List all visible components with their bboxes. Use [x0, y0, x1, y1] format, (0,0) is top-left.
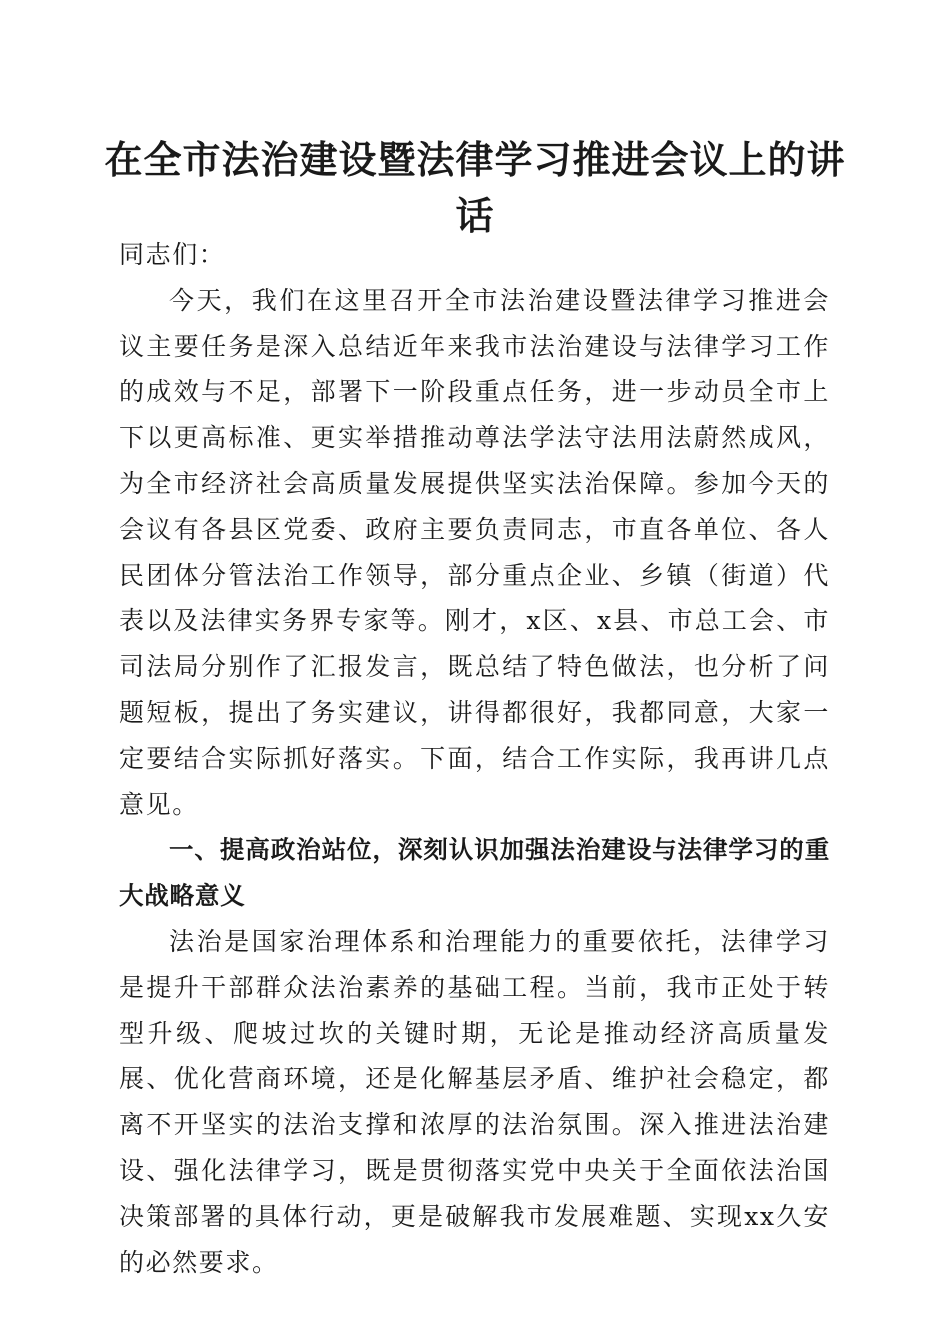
opening-paragraph: 今天，我们在这里召开全市法治建设暨法律学习推进会议主要任务是深入总结近年来我市法治建设与法律学习工作的成效与不足，部署下一阶段重点任务，进一步动员全市上下以更高标准、更实举措推动尊法学法守法用法蔚然成风，为全市经济社会高质量发展提供坚实法治保障。参加今天的会议有各县区党委、政府主要负责同志，市直各单位、各人民团体分管法治工作领导，部分重点企业、乡镇（街道）代表以及法律实务界专家等。刚才，x区、x县、市总工会、市司法局分别作了汇报发言，既总结了特色做法，也分析了问题短板，提出了务实建议，讲得都很好，我都同意，大家一定要结合实际抓好落实。下面，结合工作实际，我再讲几点意见。 [119, 285, 830, 819]
document-body [119, 232, 830, 1285]
section-paragraph: 法治是国家治理体系和治理能力的重要依托，法律学习是提升干部群众法治素养的基础工程。当前，我市正处于转型升级、爬坡过坎的关键时期，无论是推动经济高质量发展、优化营商环境，还是化解基层矛盾、维护社会稳定，都离不开坚实的法治支撑和浓厚的法治氛围。深入推进法治建设、强化法律学习，既是贯彻落实党中央关于全面依法治国决策部署的具体行动，更是破解我市发展难题、实现xx久安的必然要求。 [119, 926, 830, 1277]
section-heading: 一、提高政治站位，深刻认识加强法治建设与法律学习的重大战略意义 [119, 835, 830, 911]
salutation: 同志们： [119, 240, 226, 269]
document-title: 在全市法治建设暨法律学习推进会议上的讲话 [104, 137, 846, 238]
